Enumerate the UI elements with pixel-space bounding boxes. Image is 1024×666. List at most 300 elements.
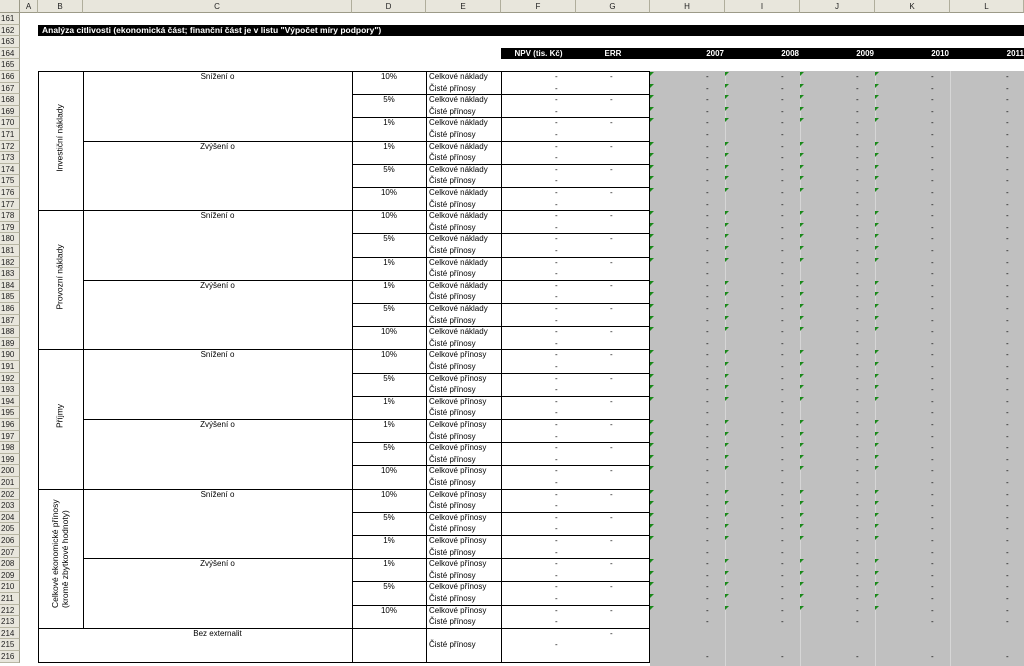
- comment-indicator: [875, 501, 879, 505]
- year-value: -: [706, 408, 709, 418]
- column-header-l[interactable]: L: [950, 0, 1024, 13]
- year-header: 2008: [781, 48, 799, 58]
- year-value: -: [1006, 130, 1009, 139]
- npv-value: -: [555, 582, 558, 592]
- year-value: -: [781, 652, 784, 661]
- year-value: -: [706, 257, 709, 267]
- row-header[interactable]: 176: [0, 187, 20, 199]
- year-value: -: [856, 605, 859, 615]
- err-value: -: [610, 234, 613, 244]
- year-value: -: [781, 72, 784, 81]
- row-header[interactable]: 164: [0, 48, 20, 60]
- year-value: -: [931, 188, 934, 197]
- comment-indicator: [725, 304, 729, 308]
- row-header[interactable]: 214: [0, 628, 20, 640]
- result-line1: Celkové přínosy: [429, 582, 487, 592]
- comment-indicator: [650, 142, 654, 146]
- comment-indicator: [650, 501, 654, 505]
- year-value: -: [781, 234, 784, 244]
- year-value: -: [1006, 431, 1009, 441]
- comment-indicator: [875, 223, 879, 227]
- year-value: -: [1006, 280, 1009, 290]
- err-value: -: [610, 582, 613, 592]
- row-header[interactable]: 188: [0, 326, 20, 338]
- year-value: -: [706, 222, 709, 232]
- year-value: -: [706, 396, 709, 406]
- table-border: [38, 71, 650, 663]
- comment-indicator: [650, 582, 654, 586]
- result-line1: Celkové náklady: [429, 72, 488, 81]
- row-header[interactable]: 181: [0, 245, 20, 257]
- year-value: -: [781, 118, 784, 128]
- column-header-f[interactable]: F: [501, 0, 576, 13]
- npv-value: -: [555, 489, 558, 499]
- year-value: -: [1006, 83, 1009, 93]
- column-header-c[interactable]: C: [83, 0, 352, 13]
- year-value: -: [706, 594, 709, 603]
- year-value: -: [931, 501, 934, 511]
- row-header[interactable]: 193: [0, 384, 20, 396]
- column-header-e[interactable]: E: [426, 0, 501, 13]
- row-header[interactable]: 169: [0, 106, 20, 118]
- comment-indicator: [650, 362, 654, 366]
- grey-gridline: [800, 71, 801, 666]
- npv-value: -: [555, 141, 558, 151]
- row-header[interactable]: 194: [0, 396, 20, 408]
- comment-indicator: [725, 443, 729, 447]
- npv-header: NPV (tis. Kč): [514, 48, 563, 58]
- row-header[interactable]: 190: [0, 349, 20, 361]
- year-value: -: [781, 547, 784, 557]
- row-header[interactable]: 172: [0, 141, 20, 153]
- year-value: -: [781, 211, 784, 221]
- row-header[interactable]: 185: [0, 291, 20, 303]
- row-header[interactable]: 197: [0, 431, 20, 443]
- column-header-i[interactable]: I: [725, 0, 800, 13]
- year-value: -: [706, 304, 709, 313]
- result-line2: Čisté přínosy: [429, 570, 476, 580]
- result-line2: Čisté přínosy: [429, 83, 476, 93]
- year-value: -: [706, 83, 709, 93]
- result-line1: Celkové přínosy: [429, 489, 487, 499]
- direction-label: Zvýšení o: [200, 280, 235, 290]
- row-header[interactable]: 215: [0, 639, 20, 651]
- column-header-d[interactable]: D: [352, 0, 426, 13]
- row-header[interactable]: 184: [0, 280, 20, 292]
- year-value: -: [856, 652, 859, 661]
- year-value: -: [1006, 408, 1009, 418]
- year-value: -: [706, 431, 709, 441]
- year-value: -: [931, 350, 934, 360]
- year-value: -: [931, 489, 934, 499]
- row-header[interactable]: 212: [0, 605, 20, 617]
- npv-value: -: [555, 478, 558, 487]
- year-value: -: [931, 512, 934, 522]
- comment-indicator: [725, 142, 729, 146]
- year-value: -: [931, 130, 934, 139]
- year-value: -: [706, 188, 709, 197]
- row-header[interactable]: 174: [0, 164, 20, 176]
- select-all-corner[interactable]: [0, 0, 20, 13]
- year-value: -: [706, 234, 709, 244]
- year-value: -: [931, 222, 934, 232]
- direction-label: Snížení o: [200, 489, 235, 499]
- year-value: -: [706, 536, 709, 545]
- year-value: -: [1006, 118, 1009, 128]
- year-value: -: [781, 489, 784, 499]
- percent-value: 1%: [383, 280, 395, 290]
- row-header[interactable]: 206: [0, 535, 20, 547]
- row-header[interactable]: 205: [0, 523, 20, 535]
- year-value: -: [781, 153, 784, 163]
- group-label: Příjmy: [55, 403, 65, 429]
- percent-value: 5%: [383, 582, 395, 592]
- year-value: -: [931, 246, 934, 255]
- err-value: -: [610, 257, 613, 267]
- comment-indicator: [725, 385, 729, 389]
- row-header[interactable]: 170: [0, 117, 20, 129]
- year-header: 2011: [1006, 48, 1024, 58]
- row-header[interactable]: 203: [0, 500, 20, 512]
- row-header[interactable]: 161: [0, 13, 20, 25]
- year-value: -: [931, 547, 934, 557]
- year-value: -: [781, 420, 784, 429]
- comment-indicator: [725, 559, 729, 563]
- year-value: -: [856, 570, 859, 580]
- result-line1: Celkové přínosy: [429, 605, 487, 615]
- year-value: -: [1006, 524, 1009, 534]
- column-header-a[interactable]: A: [20, 0, 38, 13]
- year-value: -: [856, 234, 859, 244]
- row-header[interactable]: 216: [0, 651, 20, 663]
- npv-value: -: [555, 280, 558, 290]
- comment-indicator: [875, 524, 879, 528]
- comment-indicator: [725, 362, 729, 366]
- comment-indicator: [650, 490, 654, 494]
- year-value: -: [856, 72, 859, 81]
- comment-indicator: [650, 304, 654, 308]
- comment-indicator: [725, 606, 729, 610]
- year-value: -: [781, 594, 784, 603]
- column-line: [352, 628, 353, 663]
- year-value: -: [856, 512, 859, 522]
- year-value: -: [1006, 559, 1009, 569]
- comment-indicator: [650, 594, 654, 598]
- result-line1: Celkové náklady: [429, 95, 488, 105]
- result-line1: Celkové náklady: [429, 118, 488, 128]
- percent-value: 5%: [383, 304, 395, 313]
- comment-indicator: [800, 176, 804, 180]
- comment-indicator: [800, 327, 804, 331]
- row-header[interactable]: 163: [0, 36, 20, 48]
- year-value: -: [781, 246, 784, 255]
- year-value: -: [706, 106, 709, 116]
- comment-indicator: [875, 142, 879, 146]
- last-line: Čisté přínosy: [429, 640, 476, 650]
- result-line2: Čisté přínosy: [429, 478, 476, 487]
- year-value: -: [1006, 420, 1009, 429]
- npv-value: -: [555, 269, 558, 279]
- comment-indicator: [800, 420, 804, 424]
- comment-indicator: [650, 118, 654, 122]
- year-value: -: [931, 327, 934, 337]
- year-value: -: [1006, 246, 1009, 255]
- year-value: -: [856, 408, 859, 418]
- year-value: -: [706, 211, 709, 221]
- row-header[interactable]: 191: [0, 361, 20, 373]
- comment-indicator: [650, 165, 654, 169]
- last-label: Bez externalit: [193, 628, 242, 638]
- row-header[interactable]: 175: [0, 175, 20, 187]
- comment-indicator: [725, 246, 729, 250]
- year-value: -: [1006, 362, 1009, 371]
- year-value: -: [856, 350, 859, 360]
- row-header[interactable]: 168: [0, 94, 20, 106]
- npv-value: -: [555, 617, 558, 627]
- comment-indicator: [800, 362, 804, 366]
- row-header[interactable]: 187: [0, 315, 20, 327]
- row-header[interactable]: 213: [0, 616, 20, 628]
- comment-indicator: [875, 536, 879, 540]
- row-header[interactable]: 200: [0, 465, 20, 477]
- comment-indicator: [875, 466, 879, 470]
- row-header[interactable]: 196: [0, 419, 20, 431]
- year-value: -: [931, 454, 934, 464]
- row-header[interactable]: 210: [0, 581, 20, 593]
- year-value: -: [781, 95, 784, 105]
- result-line2: Čisté přínosy: [429, 199, 476, 209]
- year-value: -: [1006, 373, 1009, 383]
- year-value: -: [1006, 512, 1009, 522]
- comment-indicator: [650, 513, 654, 517]
- year-value: -: [931, 570, 934, 580]
- year-value: -: [706, 512, 709, 522]
- comment-indicator: [725, 292, 729, 296]
- comment-indicator: [725, 223, 729, 227]
- row-header[interactable]: 208: [0, 558, 20, 570]
- result-line1: Celkové přínosy: [429, 350, 487, 360]
- err-value: -: [610, 72, 613, 81]
- year-value: -: [781, 408, 784, 418]
- column-header-h[interactable]: H: [650, 0, 725, 13]
- year-value: -: [1006, 478, 1009, 487]
- row-header[interactable]: 183: [0, 268, 20, 280]
- year-header: 2009: [856, 48, 874, 58]
- row-header[interactable]: 192: [0, 373, 20, 385]
- year-value: -: [856, 106, 859, 116]
- row-header[interactable]: 189: [0, 338, 20, 350]
- year-value: -: [781, 362, 784, 371]
- result-line1: Celkové přínosy: [429, 420, 487, 429]
- year-value: -: [1006, 547, 1009, 557]
- row-header[interactable]: 178: [0, 210, 20, 222]
- comment-indicator: [800, 84, 804, 88]
- row-header[interactable]: 173: [0, 152, 20, 164]
- comment-indicator: [650, 350, 654, 354]
- year-value: -: [706, 420, 709, 429]
- row-header[interactable]: 162: [0, 25, 20, 37]
- npv-value: -: [555, 327, 558, 337]
- column-header-b[interactable]: B: [38, 0, 83, 13]
- year-value: -: [706, 199, 709, 209]
- year-value: -: [781, 373, 784, 383]
- row-header[interactable]: 186: [0, 303, 20, 315]
- year-value: -: [706, 478, 709, 487]
- year-value: -: [856, 130, 859, 139]
- year-value: -: [931, 153, 934, 163]
- comment-indicator: [875, 165, 879, 169]
- row-header[interactable]: 179: [0, 222, 20, 234]
- year-value: -: [1006, 188, 1009, 197]
- row-header[interactable]: 180: [0, 233, 20, 245]
- npv-value: -: [555, 315, 558, 325]
- year-value: -: [781, 304, 784, 313]
- percent-value: 1%: [383, 420, 395, 429]
- percent-value: 10%: [380, 350, 397, 360]
- year-value: -: [706, 176, 709, 186]
- npv-value: -: [555, 350, 558, 360]
- npv-value: -: [555, 153, 558, 163]
- year-value: -: [856, 396, 859, 406]
- year-value: -: [1006, 327, 1009, 337]
- err-value: -: [610, 211, 613, 221]
- err-value: -: [610, 396, 613, 406]
- year-value: -: [1006, 466, 1009, 476]
- result-line2: Čisté přínosy: [429, 130, 476, 139]
- year-value: -: [781, 396, 784, 406]
- year-value: -: [1006, 501, 1009, 511]
- row-header[interactable]: 211: [0, 593, 20, 605]
- year-value: -: [781, 83, 784, 93]
- comment-indicator: [800, 397, 804, 401]
- row-header[interactable]: 166: [0, 71, 20, 83]
- year-value: -: [856, 199, 859, 209]
- year-value: -: [781, 570, 784, 580]
- comment-indicator: [650, 107, 654, 111]
- year-value: -: [781, 222, 784, 232]
- year-value: -: [1006, 199, 1009, 209]
- year-value: -: [856, 536, 859, 545]
- row-header[interactable]: 202: [0, 489, 20, 501]
- comment-indicator: [650, 524, 654, 528]
- year-value: -: [1006, 304, 1009, 313]
- comment-indicator: [650, 455, 654, 459]
- npv-value: -: [555, 164, 558, 174]
- err-value: -: [610, 605, 613, 615]
- result-line2: Čisté přínosy: [429, 594, 476, 603]
- comment-indicator: [875, 118, 879, 122]
- npv-value: -: [555, 547, 558, 557]
- row-header[interactable]: 167: [0, 83, 20, 95]
- year-value: -: [706, 454, 709, 464]
- year-value: -: [706, 489, 709, 499]
- row-header[interactable]: 199: [0, 454, 20, 466]
- comment-indicator: [875, 107, 879, 111]
- comment-indicator: [800, 292, 804, 296]
- row-header[interactable]: 201: [0, 477, 20, 489]
- comment-indicator: [875, 95, 879, 99]
- direction-label: Snížení o: [200, 350, 235, 360]
- npv-value: -: [555, 72, 558, 81]
- comment-indicator: [875, 443, 879, 447]
- year-value: -: [781, 617, 784, 627]
- year-value: -: [706, 466, 709, 476]
- comment-indicator: [875, 559, 879, 563]
- year-value: -: [931, 257, 934, 267]
- row-header[interactable]: 204: [0, 512, 20, 524]
- year-header: 2007: [706, 48, 724, 58]
- result-line2: Čisté přínosy: [429, 153, 476, 163]
- result-line2: Čisté přínosy: [429, 269, 476, 279]
- year-value: -: [781, 188, 784, 197]
- row-header[interactable]: 177: [0, 199, 20, 211]
- comment-indicator: [875, 188, 879, 192]
- year-value: -: [706, 164, 709, 174]
- year-value: -: [856, 164, 859, 174]
- year-value: -: [1006, 582, 1009, 592]
- year-value: -: [856, 304, 859, 313]
- row-header[interactable]: 165: [0, 59, 20, 71]
- npv-value: -: [555, 95, 558, 105]
- comment-indicator: [800, 432, 804, 436]
- err-value: -: [610, 95, 613, 105]
- comment-indicator: [650, 420, 654, 424]
- result-line1: Celkové přínosy: [429, 536, 487, 545]
- comment-indicator: [650, 327, 654, 331]
- year-value: -: [931, 478, 934, 487]
- comment-indicator: [800, 281, 804, 285]
- comment-indicator: [725, 374, 729, 378]
- direction-label: Zvýšení o: [200, 420, 235, 429]
- year-value: -: [931, 280, 934, 290]
- comment-indicator: [725, 165, 729, 169]
- year-value: -: [931, 234, 934, 244]
- comment-indicator: [875, 304, 879, 308]
- row-header[interactable]: 207: [0, 547, 20, 559]
- row-header[interactable]: 209: [0, 570, 20, 582]
- npv-value: -: [555, 304, 558, 313]
- percent-value: 1%: [383, 118, 395, 128]
- npv-value: -: [555, 385, 558, 395]
- row-header[interactable]: 195: [0, 407, 20, 419]
- year-value: -: [931, 211, 934, 221]
- npv-value: -: [555, 454, 558, 464]
- column-header-g[interactable]: G: [576, 0, 650, 13]
- year-value: -: [931, 338, 934, 348]
- row-header[interactable]: 171: [0, 129, 20, 141]
- year-value: -: [706, 362, 709, 371]
- comment-indicator: [800, 304, 804, 308]
- npv-value: -: [555, 536, 558, 545]
- row-header[interactable]: 182: [0, 257, 20, 269]
- year-value: -: [706, 373, 709, 383]
- result-line1: Celkové přínosy: [429, 396, 487, 406]
- comment-indicator: [650, 234, 654, 238]
- comment-indicator: [875, 211, 879, 215]
- year-value: -: [931, 83, 934, 93]
- npv-value: -: [555, 466, 558, 476]
- year-value: -: [781, 385, 784, 395]
- row-header[interactable]: 198: [0, 442, 20, 454]
- npv-value: -: [555, 443, 558, 453]
- year-value: -: [1006, 536, 1009, 545]
- column-header-j[interactable]: J: [800, 0, 875, 13]
- comment-indicator: [725, 397, 729, 401]
- comment-indicator: [800, 466, 804, 470]
- comment-indicator: [800, 95, 804, 99]
- year-value: -: [706, 617, 709, 627]
- column-header-k[interactable]: K: [875, 0, 950, 13]
